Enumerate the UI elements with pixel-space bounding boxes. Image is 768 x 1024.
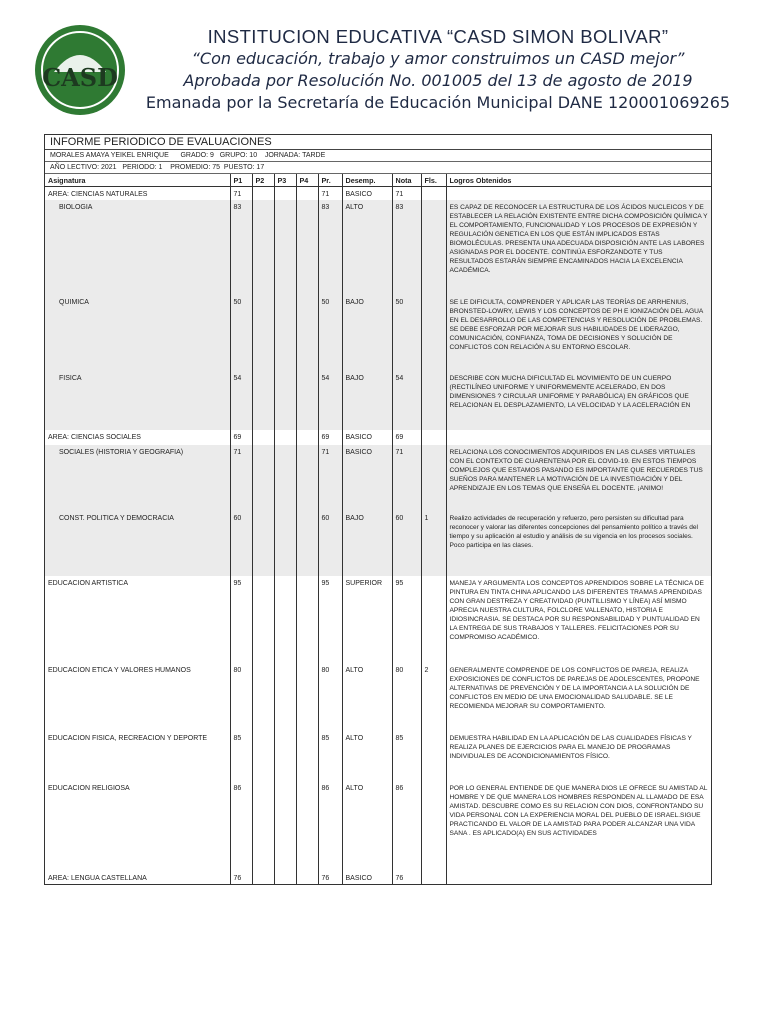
desemp-cell: BAJO <box>342 295 392 371</box>
p3-cell <box>274 371 296 430</box>
table-row <box>45 663 711 731</box>
p2-cell <box>252 663 274 731</box>
p2-cell <box>252 187 274 200</box>
table-row <box>45 731 711 781</box>
p2-cell <box>252 445 274 511</box>
fls-cell: 1 <box>421 511 446 576</box>
p1-cell: 83 <box>230 200 252 295</box>
asignatura-cell: AREA: LENGUA CASTELLANA <box>45 871 230 884</box>
p1-cell: 85 <box>230 731 252 781</box>
logro-cell <box>446 187 711 200</box>
institution-name: INSTITUCION EDUCATIVA “CASD SIMON BOLIVAR” <box>207 26 669 47</box>
p2-cell <box>252 371 274 430</box>
p1-cell: 80 <box>230 663 252 731</box>
pr-cell: 95 <box>318 576 342 663</box>
p1-cell: 71 <box>230 445 252 511</box>
desemp-cell: BASICO <box>342 187 392 200</box>
p4-cell <box>296 295 318 371</box>
p4-cell <box>296 187 318 200</box>
logro-cell: Realizo actividades de recuperación y refuerzo, pero persisten su dificultad para reconocer y valorar las diferentes concepciones del pensamiento político a través del tiempo y su aplicación al estudio y análisis de su vigencia en los procesos sociales. Poco participa en las clases. <box>446 511 711 576</box>
nota-cell: 76 <box>392 871 421 884</box>
col-p1: P1 <box>230 174 252 187</box>
asignatura-cell: BIOLOGIA <box>45 200 230 295</box>
p4-cell <box>296 871 318 884</box>
nota-cell: 71 <box>392 445 421 511</box>
desemp-cell: BAJO <box>342 371 392 430</box>
nota-cell: 69 <box>392 430 421 445</box>
fls-cell: 2 <box>421 663 446 731</box>
nota-cell: 80 <box>392 663 421 731</box>
table-row <box>45 781 711 871</box>
asignatura-cell: CONST. POLITICA Y DEMOCRACIA <box>45 511 230 576</box>
p2-cell <box>252 430 274 445</box>
pr-cell: 76 <box>318 871 342 884</box>
p2-cell <box>252 731 274 781</box>
p3-cell <box>274 871 296 884</box>
institution-resolution: Aprobada por Resolución No. 001005 del 13 de agosto de 2019 <box>183 71 693 90</box>
p1-cell: 95 <box>230 576 252 663</box>
p4-cell <box>296 200 318 295</box>
desemp-cell: BASICO <box>342 430 392 445</box>
col-desemp: Desemp. <box>342 174 392 187</box>
desemp-cell: ALTO <box>342 731 392 781</box>
logro-cell: DESCRIBE CON MUCHA DIFICULTAD EL MOVIMIENTO DE UN CUERPO (RECTILÍNEO UNIFORME Y UNIFORMEMENTE ACELERADO, EN DOS DIMENSIONES ? CIRCULAR UNIFORME Y PARABÓLICA) EN GRÁFICOS QUE RELACIONAN EL DESPLAZAMIENTO, LA VELOCIDAD Y LA ACELERACIÓN EN <box>446 371 711 430</box>
p2-cell <box>252 511 274 576</box>
student-info: MORALES AMAYA YEIKEL ENRIQUE GRADO: 9 GRUPO: 10 JORNADA: TARDE <box>45 150 711 162</box>
school-logo <box>34 24 126 116</box>
p4-cell <box>296 511 318 576</box>
pr-cell: 60 <box>318 511 342 576</box>
nota-cell: 71 <box>392 187 421 200</box>
pr-cell: 83 <box>318 200 342 295</box>
p2-cell <box>252 295 274 371</box>
nota-cell: 95 <box>392 576 421 663</box>
table-row <box>45 511 711 576</box>
logro-cell: POR LO GENERAL ENTIENDE DE QUE MANERA DIOS LE OFRECE SU AMISTAD AL HOMBRE Y DE QUE MANERA LOS HOMBRES RESPONDEN AL LLAMADO DE ESA AMISTAD. DESCUBRE COMO ES SU RELACION CON DIOS, CONFRONTANDO SU VIDA PERSONAL CON LA EXPERIENCIA MORAL DEL PUEBLO DE ISRAEL.SIGUE PRACTICANDO EL VALOR DE LA AMISTAD PARA PODER ALCANZAR UNA VIDA SANA . ES APLICADO(A) EN SUS ACTIVIDADES <box>446 781 711 871</box>
fls-cell <box>421 871 446 884</box>
p4-cell <box>296 663 318 731</box>
col-fls: Fls. <box>421 174 446 187</box>
nota-cell: 85 <box>392 731 421 781</box>
logro-cell <box>446 871 711 884</box>
asignatura-cell: EDUCACION ARTISTICA <box>45 576 230 663</box>
nota-cell: 60 <box>392 511 421 576</box>
institution-header <box>128 26 748 114</box>
institution-slogan: “Con educación, trabajo y amor construimos un CASD mejor” <box>191 49 685 68</box>
table-row <box>45 430 711 445</box>
fls-cell <box>421 576 446 663</box>
asignatura-cell: QUIMICA <box>45 295 230 371</box>
logro-cell: GENERALMENTE COMPRENDE DE LOS CONFLICTOS DE PAREJA, REALIZA EXPOSICIONES DE CONFLICTOS DE PAREJAS DE ADOLESCENTES, PROPONE ALTERNATIVAS DE PREVENCIÓN Y DE LA IMPORTANCIA A LA SOLUCIÓN DE CONFLICTOS EN MEDIO DE UNA EMOCIONALIDAD SALUDABLE. SE LE RECOMIENDA MEJORAR SU COMPORTAMIENTO. <box>446 663 711 731</box>
evaluation-report <box>44 134 712 885</box>
p3-cell <box>274 200 296 295</box>
pr-cell: 71 <box>318 187 342 200</box>
asignatura-cell: FISICA <box>45 371 230 430</box>
pr-cell: 86 <box>318 781 342 871</box>
table-row <box>45 445 711 511</box>
logro-cell: MANEJA Y ARGUMENTA LOS CONCEPTOS APRENDIDOS SOBRE LA TÉCNICA DE PINTURA EN TINTA CHINA APLICANDO LAS DIFERENTES TRAMAS APRENDIDAS CON GRAN DESTREZA Y CREATIVIDAD (PUNTILLISMO Y LÍNEA) ASÍ MISMO APRECIA NUESTRA CULTURA, FOLCLORE VALLENATO, HISTORIA E IDIOSINCRASIA. SE DESTACA POR SU RESPONSABILIDAD Y PUNTUALIDAD EN LA ENTREGA DE SUS TRABAJOS Y TALLERES. FELICITACIONES POR SU COMPROMISO ACADÉMICO. <box>446 576 711 663</box>
pr-cell: 71 <box>318 445 342 511</box>
nota-cell: 83 <box>392 200 421 295</box>
desemp-cell: BASICO <box>342 871 392 884</box>
fls-cell <box>421 200 446 295</box>
table-row <box>45 871 711 884</box>
nota-cell: 54 <box>392 371 421 430</box>
fls-cell <box>421 731 446 781</box>
p3-cell <box>274 663 296 731</box>
p3-cell <box>274 445 296 511</box>
nota-cell: 86 <box>392 781 421 871</box>
asignatura-cell: AREA: CIENCIAS NATURALES <box>45 187 230 200</box>
p1-cell: 71 <box>230 187 252 200</box>
grades-body <box>45 187 711 884</box>
logo-text: CASD <box>42 63 118 92</box>
p2-cell <box>252 576 274 663</box>
desemp-cell: ALTO <box>342 663 392 731</box>
pr-cell: 85 <box>318 731 342 781</box>
pr-cell: 80 <box>318 663 342 731</box>
fls-cell <box>421 781 446 871</box>
logro-cell: ES CAPAZ DE RECONOCER LA ESTRUCTURA DE LOS ÁCIDOS NUCLEICOS Y DE ESTABLECER LA RELACIÓN EXISTENTE ENTRE DICHA COMPOSICIÓN QUÍMICA Y EL COMPORTAMIENTO, FUNCIONALIDAD Y LOS PROCESOS DE EXPRESIÓN Y REGULACIÓN GENETICA EN LOS QUE ESTÁN IMPLICADOS ESTAS BIOMOLÉCULAS. PRESENTA UNA ADECUADA DISPOSICIÓN ANTE LAS LABORES ASIGNADAS POR EL DOCENTE. CONTINÚA ESFORZANDOTE Y TUS RESULTADOS ESTARÁN SIEMPRE ENCAMINADOS HACIA LA EXCELENCIA ACADÉMICA. <box>446 200 711 295</box>
asignatura-cell: EDUCACION RELIGIOSA <box>45 781 230 871</box>
p3-cell <box>274 781 296 871</box>
pr-cell: 69 <box>318 430 342 445</box>
p1-cell: 60 <box>230 511 252 576</box>
asignatura-cell: AREA: CIENCIAS SOCIALES <box>45 430 230 445</box>
table-header-row <box>45 174 711 187</box>
p4-cell <box>296 371 318 430</box>
p1-cell: 54 <box>230 371 252 430</box>
col-nota: Nota <box>392 174 421 187</box>
pr-cell: 54 <box>318 371 342 430</box>
asignatura-cell: SOCIALES (HISTORIA Y GEOGRAFIA) <box>45 445 230 511</box>
fls-cell <box>421 187 446 200</box>
period-info: AÑO LECTIVO: 2021 PERIODO: 1 PROMEDIO: 75 PUESTO: 17 <box>45 162 711 174</box>
col-p2: P2 <box>252 174 274 187</box>
p4-cell <box>296 781 318 871</box>
p4-cell <box>296 731 318 781</box>
grades-table <box>45 174 711 884</box>
fls-cell <box>421 371 446 430</box>
fls-cell <box>421 430 446 445</box>
nota-cell: 50 <box>392 295 421 371</box>
p3-cell <box>274 576 296 663</box>
p2-cell <box>252 781 274 871</box>
p1-cell: 76 <box>230 871 252 884</box>
desemp-cell: BAJO <box>342 511 392 576</box>
logro-cell: DEMUESTRA HABILIDAD EN LA APLICACIÓN DE LAS CUALIDADES FÍSICAS Y REALIZA PLANES DE EJERCICIOS PARA EL MANEJO DE PROGRAMAS INDIVIDUALES DE ACONDICIONAMIENTOS FÍSICO. <box>446 731 711 781</box>
table-row <box>45 187 711 200</box>
p3-cell <box>274 187 296 200</box>
col-p4: P4 <box>296 174 318 187</box>
p2-cell <box>252 871 274 884</box>
p3-cell <box>274 295 296 371</box>
table-row <box>45 200 711 295</box>
p3-cell <box>274 430 296 445</box>
p3-cell <box>274 511 296 576</box>
desemp-cell: ALTO <box>342 781 392 871</box>
fls-cell <box>421 445 446 511</box>
col-logros: Logros Obtenidos <box>446 174 711 187</box>
desemp-cell: ALTO <box>342 200 392 295</box>
logro-cell <box>446 430 711 445</box>
pr-cell: 50 <box>318 295 342 371</box>
table-row <box>45 371 711 430</box>
p4-cell <box>296 430 318 445</box>
fls-cell <box>421 295 446 371</box>
report-title: INFORME PERIODICO DE EVALUACIONES <box>45 135 711 150</box>
asignatura-cell: EDUCACION ETICA Y VALORES HUMANOS <box>45 663 230 731</box>
asignatura-cell: EDUCACION FISICA, RECREACION Y DEPORTE <box>45 731 230 781</box>
logro-cell: SE LE DIFICULTA, COMPRENDER Y APLICAR LAS TEORÍAS DE ARRHENIUS, BRONSTED-LOWRY, LEWIS Y LOS CONCEPTOS DE PH E IONIZACIÓN DEL AGUA EN EL DESARROLLO DE LAS COMPETENCIAS Y RESOLUCIÓN DE PROBLEMAS. SE DEBE ESFORZAR POR MEJORAR SUS HABILIDADES DE LIDERAZGO, COMUNICACIÓN, CONFIANZA, TOMA DE DECISIONES Y SOLUCIÓN DE CONFLICTOS CON RELACIÓN A SU ENTORNO ESCOLAR. <box>446 295 711 371</box>
col-pr: Pr. <box>318 174 342 187</box>
p2-cell <box>252 200 274 295</box>
logro-cell: RELACIONA LOS CONOCIMIENTOS ADQUIRIDOS EN LAS CLASES VIRTUALES CON EL CONTEXTO DE CUARENTENA POR EL COVID-19. EN ESTOS TIEMPOS COMPLEJOS QUE ESTAMOS PASANDO ES IMPORTANTE QUE RECUERDES TUS SUEÑOS PARA MANTENER LA MOTIVACIÓN DE LA INVESTIGACIÓN Y DEL APRENDIZAJE EN LOS TEMAS QUE ENSEÑA EL DOCENTE. ¡ANIMO! <box>446 445 711 511</box>
p4-cell <box>296 576 318 663</box>
institution-dane: Emanada por la Secretaría de Educación Municipal DANE 120001069265 <box>145 93 731 112</box>
table-row <box>45 576 711 663</box>
p1-cell: 69 <box>230 430 252 445</box>
p3-cell <box>274 731 296 781</box>
col-p3: P3 <box>274 174 296 187</box>
p1-cell: 86 <box>230 781 252 871</box>
p1-cell: 50 <box>230 295 252 371</box>
col-asignatura: Asignatura <box>45 174 230 187</box>
desemp-cell: BASICO <box>342 445 392 511</box>
table-row <box>45 295 711 371</box>
p4-cell <box>296 445 318 511</box>
desemp-cell: SUPERIOR <box>342 576 392 663</box>
